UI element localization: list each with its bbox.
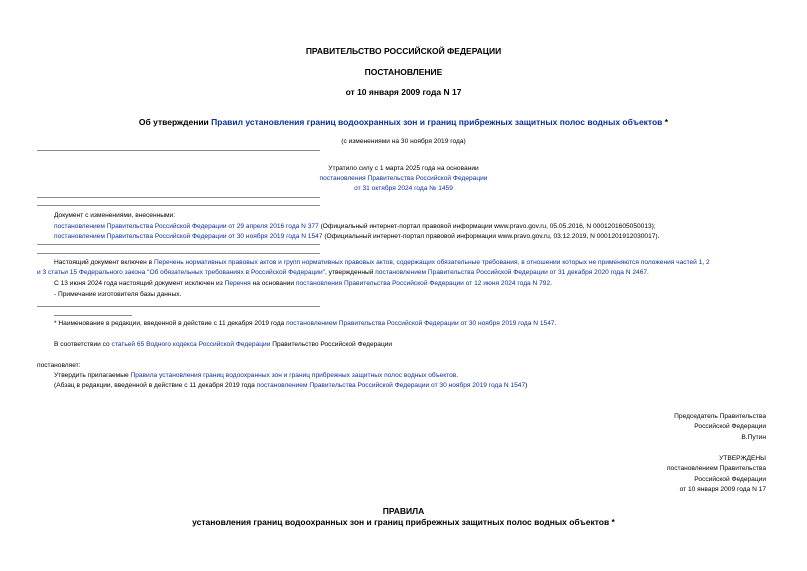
amendment-2016-link[interactable]: постановлением Правительства Российской Федерации от 29 апреля 2016 года N 377 [54,223,319,230]
signatory-title-cont: Российской Федерации [694,423,766,430]
exclusion-paragraph: С 13 июня 2024 года настоящий документ исключен из Перечня на основании постановления Правительства Российской Федерации от 12 июня 2024 года N 792. [54,280,552,287]
water-code-article-link[interactable]: статьей 65 Водного кодекса Российской Федерации [111,341,271,348]
divider [37,150,320,151]
mandatory-requirements-list-link[interactable]: Перечень нормативных правовых актов и групп нормативных правовых актов, содержащих обязательные требования, в отношении которых не применяются положения частей 1, 2 [153,259,710,266]
issuing-authority: ПРАВИТЕЛЬСТВО РОССИЙСКОЙ ФЕДЕРАЦИИ [305,46,502,56]
footnote-resolution-link[interactable]: постановлением Правительства Российской Федерации от 30 ноября 2019 года N 1547 [286,320,555,327]
list-link[interactable]: Перечня [224,280,251,287]
amendments-note: (с изменениями на 30 ноября 2019 года) [341,138,466,145]
footnote-divider [54,315,132,316]
resolves-word: постановляет: [37,362,81,369]
inclusion-paragraph: Настоящий документ включен в Перечень нормативных правовых актов и групп нормативных правовых актов, содержащих обязательные требования, в отношении которых не применяются положения частей 1, 2 [54,259,710,266]
expired-basis-date-link[interactable]: от 31 октября 2024 года № 1459 [354,185,453,192]
signatory-name: В.Путин [741,434,766,441]
signatory-title: Председатель Правительства [674,413,766,420]
divider [37,253,320,254]
edition-note: (Абзац в редакции, введенной в действие с 11 декабря 2019 года постановлением Правительства Российской Федерации от 30 ноября 2019 года N 1547) [54,382,528,389]
divider [37,306,320,307]
title-prefix: Об утверждении [138,117,212,127]
rules-heading: ПРАВИЛА [382,506,425,516]
approved-label: УТВЕРЖДЕНЫ [719,455,766,462]
approved-date: от 10 января 2009 года N 17 [679,486,766,493]
db-note: - Примечание изготовителя базы данных. [54,291,182,298]
approved-rules-link[interactable]: Правила установления границ водоохранных зон и границ прибрежных защитных полос водных объектов [130,372,457,379]
title-suffix: * [662,117,669,127]
approved-by: постановлением Правительства [666,465,766,472]
expired-basis-link[interactable]: постановления Правительства Российской Федерации [319,175,488,182]
divider [37,205,320,206]
edition-resolution-link[interactable]: постановлением Правительства Российской Федерации от 30 ноября 2019 года N 1547 [256,382,526,389]
amendment-2019-link[interactable]: постановлением Правительства Российской Федерации от 30 ноября 2019 года N 1547 [54,233,323,240]
resolution-2467-link[interactable]: постановлением Правительства Российской Федерации от 31 декабря 2020 года N 2467 [375,269,648,276]
rules-subheading: установления границ водоохранных зон и границ прибрежных защитных полос водных объектов * [192,517,615,527]
divider [37,244,320,245]
divider [37,197,320,198]
expired-notice: Утратило силу с 1 марта 2025 года на основании [328,165,479,172]
changes-item: постановлением Правительства Российской Федерации от 30 ноября 2019 года N 1547 (Официальный интернет-портал правовой информации www.pravo.gov.ru, 03.12.2019, N 0001201912030017). [54,233,660,240]
document-type: ПОСТАНОВЛЕНИЕ [364,67,443,77]
document-title [0,117,807,128]
document-date-number: от 10 января 2009 года N 17 [345,87,462,97]
basis-paragraph: В соответствии со статьей 65 Водного кодекса Российской Федерации Правительство Российской Федерации [54,341,393,348]
resolution-792-link[interactable]: постановления Правительства Российской Федерации от 12 июня 2024 года N 792 [295,280,551,287]
federal-law-link[interactable]: и 3 статьи 15 Федерального закона "Об обязательных требованиях в Российской Федерации" [37,269,326,276]
changes-item: постановлением Правительства Российской Федерации от 29 апреля 2016 года N 377 (Официальный интернет-портал правовой информации www.pravo.gov.ru, 05.05.2016, N 0001201605050013); [54,223,656,230]
approve-paragraph: Утвердить прилагаемые Правила установления границ водоохранных зон и границ прибрежных защитных полос водных объектов. [54,372,459,379]
title-rules-link[interactable]: Правил установления границ водоохранных зон и границ прибрежных защитных полос водных объектов [211,117,663,127]
footnote: * Наименование в редакции, введенной в действие с 11 декабря 2019 года постановлением Правительства Российской Федерации от 30 ноября 2019 года N 1547. [54,320,557,327]
inclusion-paragraph-cont: и 3 статьи 15 Федерального закона "Об обязательных требованиях в Российской Федерации", утвержденный постановлением Правительства Российской Федерации от 31 декабря 2020 года N 2467. [37,269,649,276]
changes-intro: Документ с изменениями, внесенными: [54,212,176,219]
approved-by-cont: Российской Федерации [694,476,766,483]
